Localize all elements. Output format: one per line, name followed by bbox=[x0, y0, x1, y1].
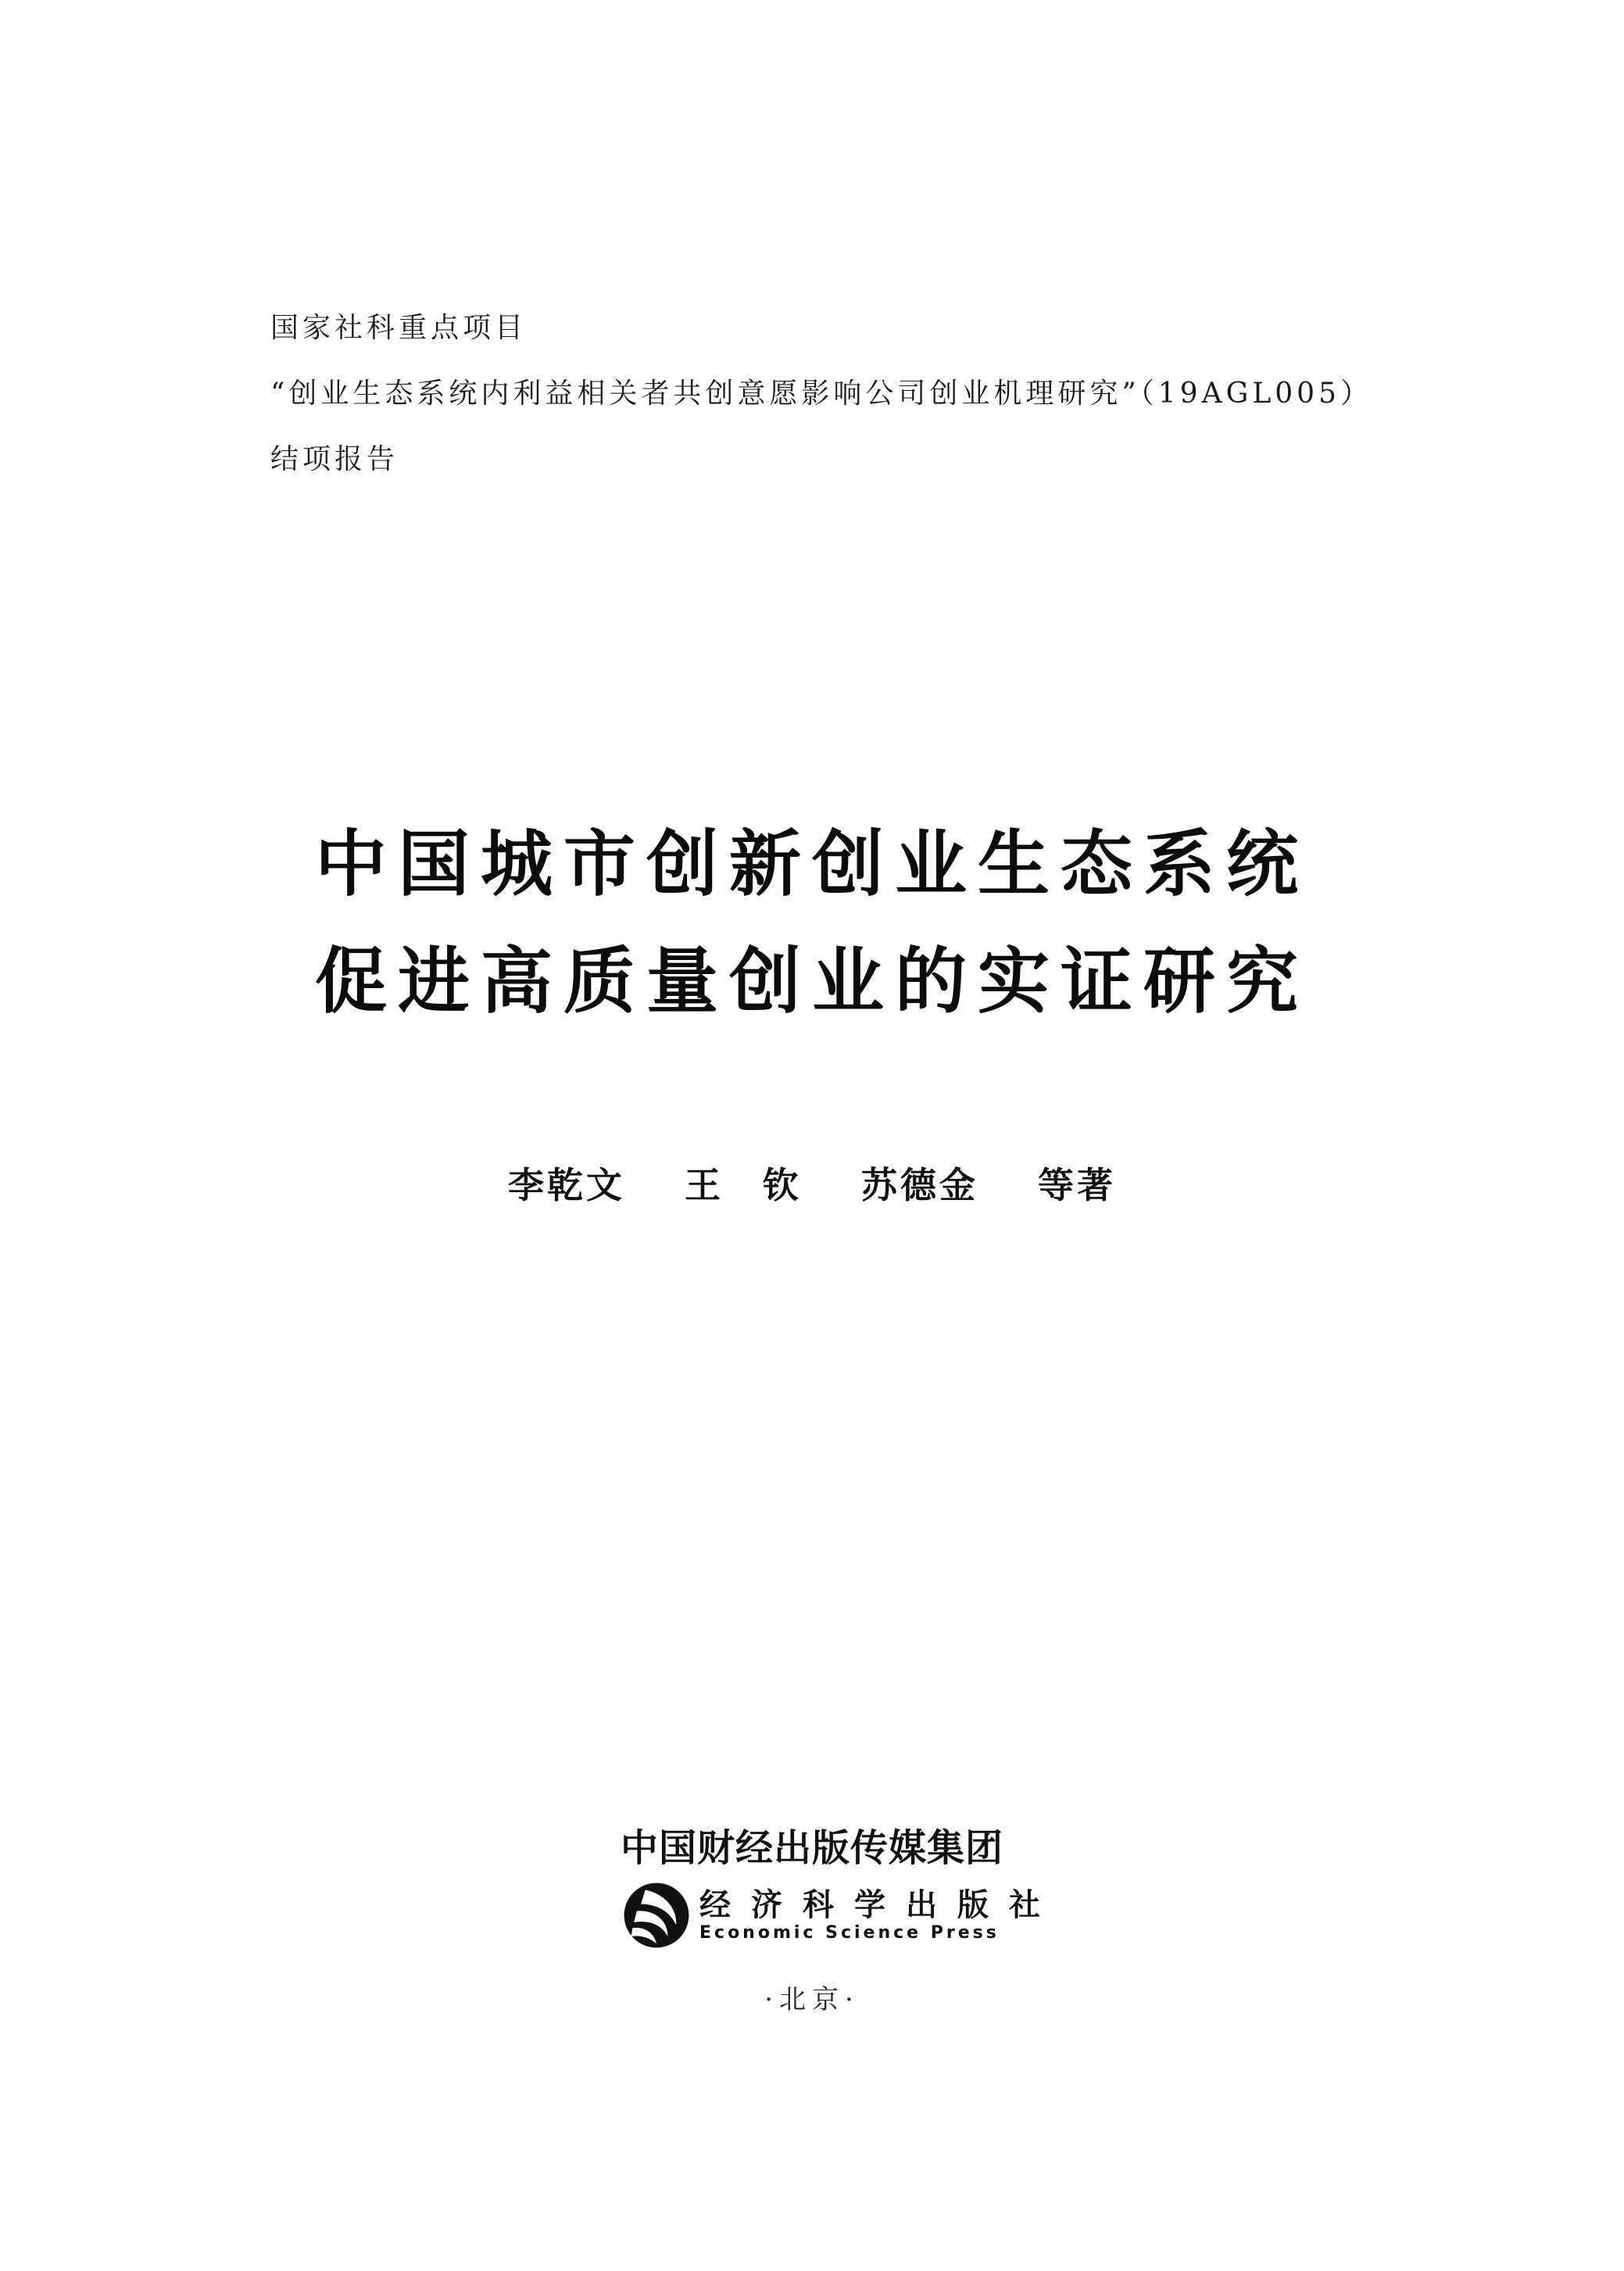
project-report: 结项报告 bbox=[270, 443, 399, 475]
title-line-1: 中国城市创新创业生态系统 bbox=[314, 822, 1309, 906]
press-name-en: Economic Science Press bbox=[699, 1923, 1000, 1943]
book-title bbox=[0, 805, 1624, 1040]
press-name-cn: 经济科学出版社 bbox=[699, 1887, 1061, 1923]
title-line-2: 促进高质量创业的实证研究 bbox=[314, 939, 1309, 1023]
project-type: 国家社科重点项目 bbox=[270, 312, 528, 344]
publisher-city: ·北京· bbox=[764, 1984, 860, 2015]
project-name: “创业生态系统内利益相关者共创意愿影响公司创业机理研究”（19AGL005） bbox=[270, 378, 1372, 410]
author-1: 李乾文 bbox=[507, 1164, 625, 1206]
authors bbox=[0, 1157, 1624, 1209]
publisher-group: 中国财经出版传媒集团 bbox=[620, 1826, 1003, 1870]
authors-suffix: 等著 bbox=[1038, 1164, 1117, 1206]
author-2: 王 钦 bbox=[684, 1164, 802, 1206]
press-logo-icon bbox=[621, 1880, 692, 1950]
project-info bbox=[270, 296, 1443, 493]
author-3: 苏德金 bbox=[861, 1164, 978, 1206]
